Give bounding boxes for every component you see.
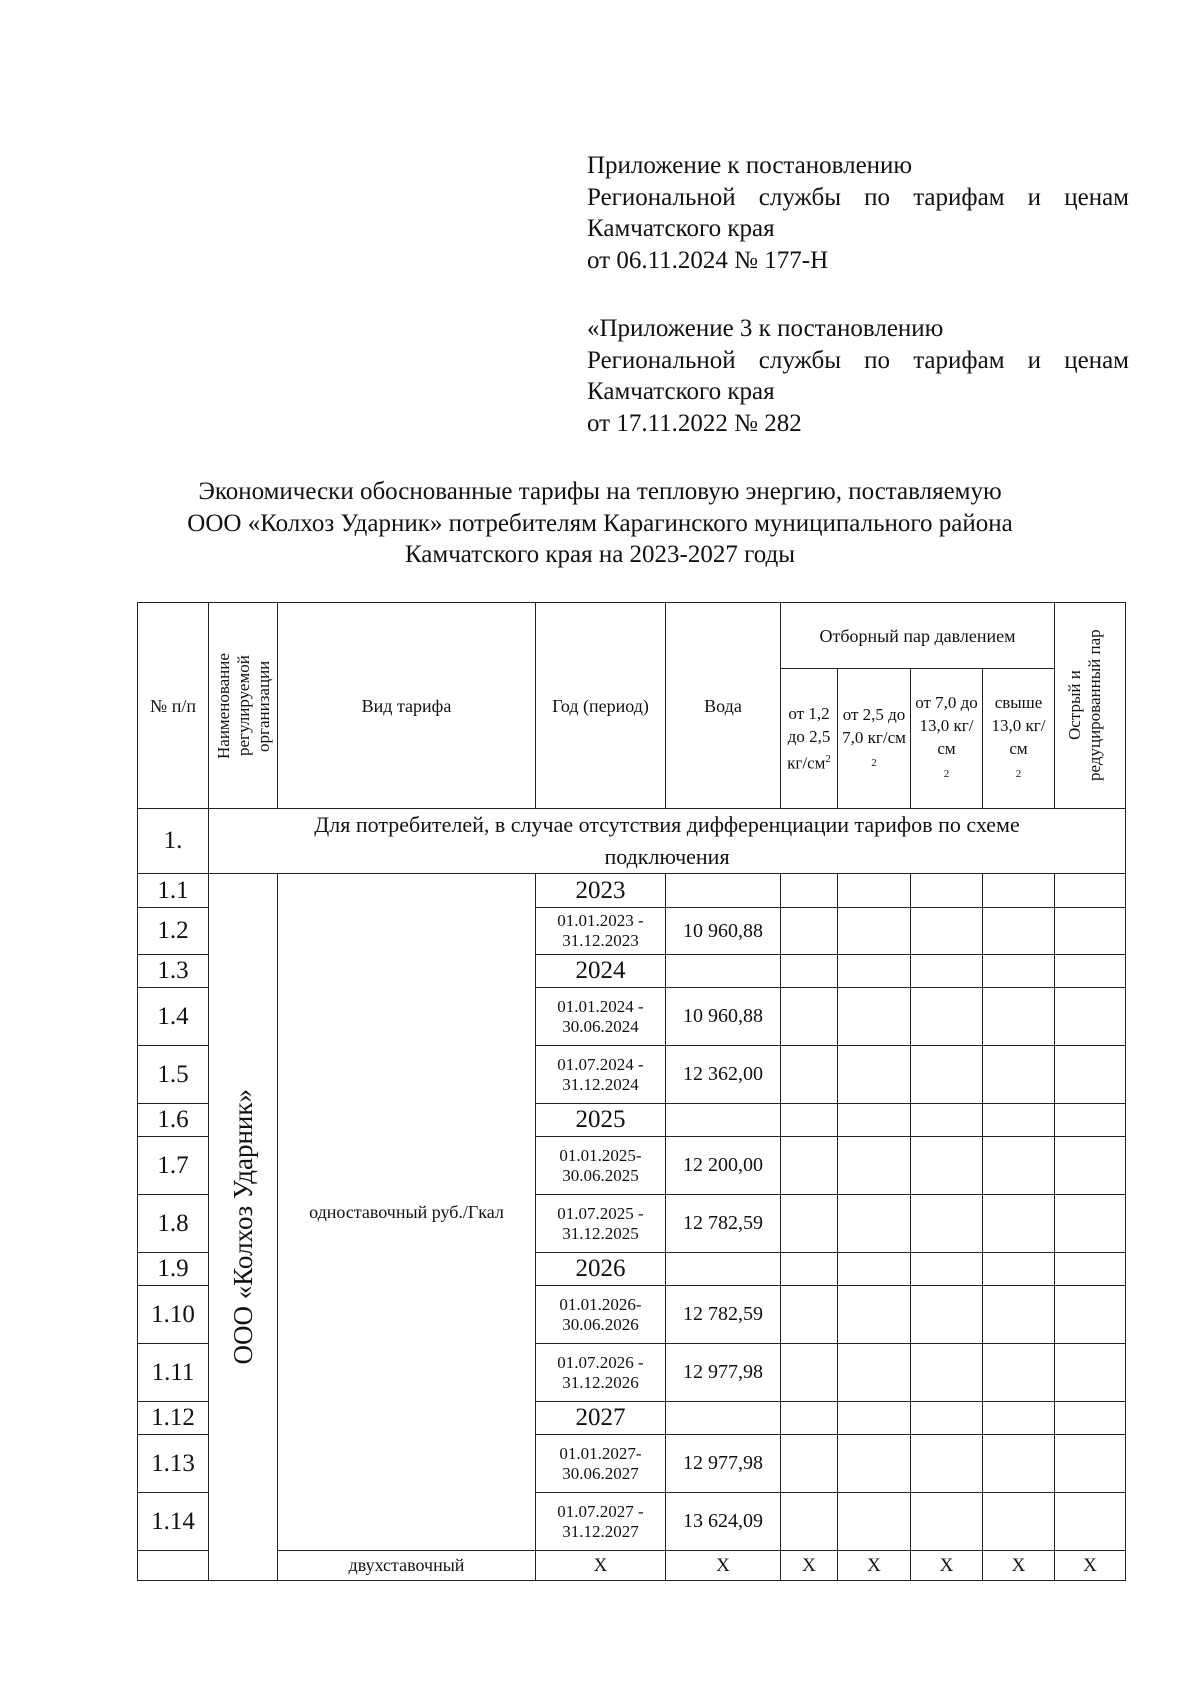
empty-cell: [983, 874, 1055, 908]
empty-cell: [911, 1253, 983, 1286]
empty-cell: [781, 1046, 838, 1104]
empty-cell: [1055, 1253, 1126, 1286]
empty-cell: [1055, 955, 1126, 988]
period-start: 01.01.2026-: [559, 1294, 642, 1314]
empty-cell: [911, 1046, 983, 1104]
period-end: 31.12.2024: [562, 1074, 639, 1094]
row-number: 1.2: [138, 908, 209, 955]
water-value: 10 960,88: [666, 908, 781, 955]
row-number: 1.5: [138, 1046, 209, 1104]
header-steam-1: [781, 669, 838, 809]
empty-cell: [983, 1195, 1055, 1253]
empty-cell: [983, 1137, 1055, 1195]
header-sharp-steam-text: Острый и редуцированный пар: [1065, 629, 1105, 782]
water-value: 13 624,09: [666, 1493, 781, 1551]
row-number: 1.1: [138, 874, 209, 908]
empty-cell: [1055, 1402, 1126, 1435]
empty-cell: [911, 1493, 983, 1551]
water-value: [666, 1402, 781, 1435]
header-steam-3-text: от 7,0 до 13,0 кг/см: [915, 693, 978, 758]
x-mark: X: [1055, 1551, 1126, 1581]
empty-cell: [781, 908, 838, 955]
empty-cell: [911, 1104, 983, 1137]
empty-cell: [138, 1551, 209, 1581]
empty-cell: [1055, 1104, 1126, 1137]
period-start: 01.01.2027-: [559, 1443, 642, 1463]
empty-cell: [781, 1195, 838, 1253]
title-line: Камчатского края на 2023-2027 годы: [404, 541, 796, 568]
empty-cell: [781, 874, 838, 908]
empty-cell: [1055, 1344, 1126, 1402]
year-cell: 2026: [536, 1253, 666, 1286]
two-rate-label: двухставочный: [278, 1551, 536, 1581]
empty-cell: [983, 1344, 1055, 1402]
empty-cell: [983, 1253, 1055, 1286]
previous-appendix-line: Региональной службы по тарифам и ценам: [587, 346, 1129, 374]
row-number: 1.7: [138, 1137, 209, 1195]
period-end: 30.06.2025: [562, 1165, 639, 1185]
empty-cell: [838, 1402, 911, 1435]
period-cell: [536, 1046, 666, 1104]
empty-cell: [983, 908, 1055, 955]
empty-cell: [838, 1286, 911, 1344]
year-cell: 2023: [536, 874, 666, 908]
empty-cell: [838, 1195, 911, 1253]
empty-cell: [838, 955, 911, 988]
period-end: 30.06.2026: [562, 1314, 639, 1334]
organization-name: ООО «Колхоз Ударник»: [227, 1089, 258, 1365]
water-value: [666, 1253, 781, 1286]
header-steam-4-text: свыше 13,0 кг/см: [991, 693, 1046, 758]
row-number: 1.9: [138, 1253, 209, 1286]
document-title: [100, 476, 1100, 571]
empty-cell: [983, 1435, 1055, 1493]
empty-cell: [838, 1493, 911, 1551]
appendix-header-line: Камчатского края: [587, 215, 775, 242]
empty-cell: [838, 1104, 911, 1137]
period-start: 01.01.2025-: [559, 1145, 642, 1165]
header-steam-2: [838, 669, 911, 809]
empty-cell: [838, 1253, 911, 1286]
section-number: 1.: [138, 809, 209, 874]
period-cell: [536, 988, 666, 1046]
empty-cell: [911, 1286, 983, 1344]
header-tariff-type: Вид тарифа: [278, 603, 536, 809]
header-org-text: Наименование регулируемой организации: [214, 652, 273, 759]
empty-cell: [838, 1435, 911, 1493]
year-cell: 2025: [536, 1104, 666, 1137]
empty-cell: [1055, 908, 1126, 955]
empty-cell: [781, 1435, 838, 1493]
empty-cell: [781, 1402, 838, 1435]
squared-mark: 2: [1015, 768, 1022, 780]
header-num: № п/п: [138, 603, 209, 809]
header-steam-4: [983, 669, 1055, 809]
period-start: 01.01.2024 -: [557, 996, 644, 1016]
empty-cell: [781, 1286, 838, 1344]
header-sharp-steam: [1055, 603, 1126, 809]
squared-mark: 2: [871, 756, 877, 769]
water-value: [666, 1104, 781, 1137]
x-mark: X: [666, 1551, 781, 1581]
period-cell: [536, 1286, 666, 1344]
header-water: Вода: [666, 603, 781, 809]
empty-cell: [838, 1046, 911, 1104]
period-cell: [536, 1344, 666, 1402]
empty-cell: [911, 874, 983, 908]
empty-cell: [911, 1195, 983, 1253]
water-value: [666, 874, 781, 908]
table-row: [138, 874, 1126, 908]
empty-cell: [983, 1046, 1055, 1104]
empty-cell: [1055, 988, 1126, 1046]
period-end: 31.12.2026: [562, 1372, 639, 1392]
empty-cell: [781, 1104, 838, 1137]
tariff-table: [137, 602, 1126, 1581]
period-end: 31.12.2025: [562, 1223, 639, 1243]
period-end: 31.12.2027: [562, 1521, 639, 1541]
header-org: [209, 603, 278, 809]
empty-cell: [983, 955, 1055, 988]
header-period: Год (период): [536, 603, 666, 809]
period-cell: [536, 1137, 666, 1195]
previous-appendix-header: [587, 313, 1129, 439]
water-value: 12 782,59: [666, 1286, 781, 1344]
empty-cell: [911, 955, 983, 988]
period-start: 01.07.2025 -: [557, 1203, 644, 1223]
organization-cell: [209, 874, 278, 1581]
row-number: 1.11: [138, 1344, 209, 1402]
title-line: ООО «Колхоз Ударник» потребителям Карагинского муниципального района: [187, 509, 1013, 537]
year-cell: 2027: [536, 1402, 666, 1435]
empty-cell: [1055, 1195, 1126, 1253]
previous-appendix-line: от 17.11.2022 № 282: [587, 409, 802, 437]
appendix-header-line: Региональной службы по тарифам и ценам: [587, 183, 1129, 211]
year-cell: 2024: [536, 955, 666, 988]
water-value: 12 782,59: [666, 1195, 781, 1253]
row-number: 1.6: [138, 1104, 209, 1137]
period-cell: [536, 1195, 666, 1253]
period-cell: [536, 908, 666, 955]
empty-cell: [1055, 874, 1126, 908]
period-start: 01.07.2026 -: [557, 1352, 644, 1372]
header-steam-group: Отборный пар давлением: [781, 603, 1055, 669]
row-number: 1.12: [138, 1402, 209, 1435]
two-rate-row: [138, 1551, 1126, 1581]
row-number: 1.10: [138, 1286, 209, 1344]
section-row: [138, 809, 1126, 874]
previous-appendix-line: Камчатского края: [587, 378, 775, 405]
empty-cell: [781, 1344, 838, 1402]
empty-cell: [983, 1493, 1055, 1551]
empty-cell: [781, 955, 838, 988]
squared-mark: 2: [825, 753, 831, 766]
row-number: 1.8: [138, 1195, 209, 1253]
x-mark: X: [838, 1551, 911, 1581]
empty-cell: [1055, 1286, 1126, 1344]
empty-cell: [838, 874, 911, 908]
section-description: Для потребителей, в случае отсутствия дифференциации тарифов по схеме подключения: [209, 809, 1126, 874]
title-line: Экономически обоснованные тарифы на тепловую энергию, поставляемую: [198, 478, 1002, 505]
empty-cell: [911, 1137, 983, 1195]
empty-cell: [1055, 1137, 1126, 1195]
empty-cell: [838, 1137, 911, 1195]
period-cell: [536, 1435, 666, 1493]
row-number: 1.3: [138, 955, 209, 988]
empty-cell: [781, 1253, 838, 1286]
empty-cell: [1055, 1435, 1126, 1493]
header-steam-3: [911, 669, 983, 809]
empty-cell: [983, 1402, 1055, 1435]
row-number: 1.13: [138, 1435, 209, 1493]
empty-cell: [911, 1435, 983, 1493]
appendix-header: [587, 150, 1129, 276]
empty-cell: [838, 1344, 911, 1402]
appendix-header-line: от 06.11.2024 № 177-Н: [587, 246, 829, 274]
empty-cell: [983, 1286, 1055, 1344]
empty-cell: [983, 988, 1055, 1046]
period-end: 30.06.2027: [562, 1463, 639, 1483]
period-end: 31.12.2023: [562, 931, 639, 950]
water-value: 12 977,98: [666, 1435, 781, 1493]
period-start: 01.07.2024 -: [557, 1054, 644, 1074]
x-mark: X: [536, 1551, 666, 1581]
period-end: 30.06.2024: [562, 1016, 639, 1036]
empty-cell: [781, 1493, 838, 1551]
empty-cell: [983, 1104, 1055, 1137]
period-start: 01.01.2023 -: [557, 911, 644, 930]
period-start: 01.07.2027 -: [557, 1501, 644, 1521]
appendix-header-line: Приложение к постановлению: [587, 152, 913, 179]
water-value: 12 200,00: [666, 1137, 781, 1195]
empty-cell: [1055, 1493, 1126, 1551]
header-steam-1-text: от 1,2 до 2,5 кг/см: [787, 704, 831, 773]
empty-cell: [911, 1344, 983, 1402]
water-value: 12 977,98: [666, 1344, 781, 1402]
squared-mark: 2: [943, 768, 950, 780]
period-cell: [536, 1493, 666, 1551]
water-value: [666, 955, 781, 988]
header-row: [138, 603, 1126, 669]
empty-cell: [838, 988, 911, 1046]
empty-cell: [781, 988, 838, 1046]
empty-cell: [911, 1402, 983, 1435]
empty-cell: [781, 1137, 838, 1195]
empty-cell: [838, 908, 911, 955]
row-number: 1.14: [138, 1493, 209, 1551]
x-mark: X: [983, 1551, 1055, 1581]
x-mark: X: [911, 1551, 983, 1581]
water-value: 12 362,00: [666, 1046, 781, 1104]
row-number: 1.4: [138, 988, 209, 1046]
header-steam-2-text: от 2,5 до 7,0 кг/см: [842, 704, 906, 747]
single-rate-cell: одноставочный руб./Гкал: [278, 874, 536, 1551]
empty-cell: [911, 988, 983, 1046]
water-value: 10 960,88: [666, 988, 781, 1046]
empty-cell: [911, 908, 983, 955]
empty-cell: [1055, 1046, 1126, 1104]
x-mark: X: [781, 1551, 838, 1581]
previous-appendix-line: «Приложение 3 к постановлению: [587, 315, 944, 342]
